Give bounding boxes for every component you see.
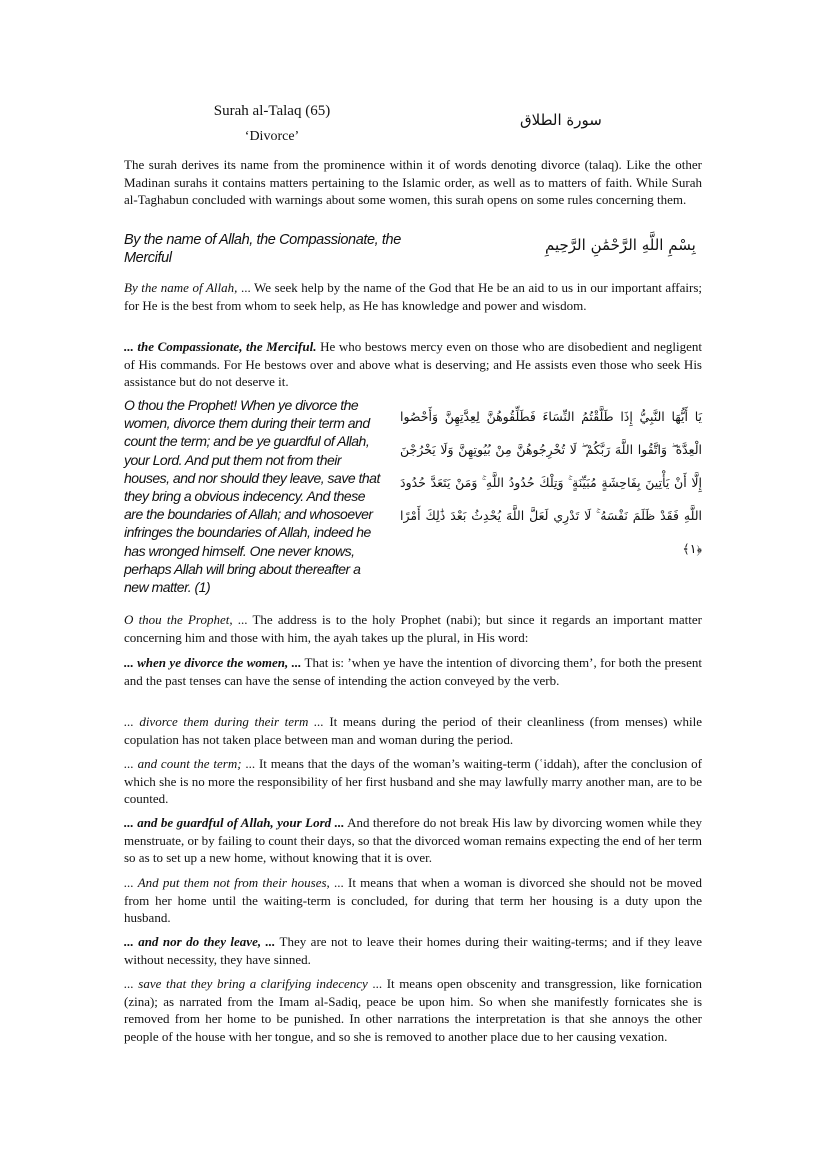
commentary-paragraph [124, 814, 702, 867]
commentary-text: ... It means that when a woman is divorced she should not be moved from her home until the waiting-term is concluded, for during that term her housing is a duty upon the husband. [124, 875, 702, 925]
commentary-paragraph [124, 755, 702, 808]
commentary-paragraph [124, 933, 702, 968]
commentary-text: They are not to leave their homes during their waiting-terms; and if they leave without necessity, they have sinned. [124, 934, 702, 967]
verse-english: O thou the Prophet! When ye divorce the women, divorce them during their term and count the term; and be ye guardful of Allah, your Lord. And put them not from their houses, and nor should they leave, save that they bring a obvious indecency. And these are the boundaries of Allah; and whosoever infringes the boundaries of Allah, indeed he has wronged himself. One never knows, perhaps Allah will bring about thereafter a new matter. (1) [124, 397, 380, 596]
commentary-text: That is: ’when ye have the intention of divorcing them’, for both the present and the past tenses can have the sense of intending the action conveyed by the verb. [124, 655, 702, 688]
title-block [202, 101, 342, 147]
commentary-lead: ... and be guardful of Allah, your Lord ... [124, 815, 345, 830]
commentary-text: ... It means open obscenity and transgression, like fornication (zina); as narrated from the Imam al-Sadiq, peace be upon him. So when she manifestly fornicates she is removed from her home to be punished. In other narrations the interpretation is that she annoys the other people of the house with her tongue, and so she is removed to another place due to her causing vexation. [124, 976, 702, 1044]
commentary-lead: ... And put them not from their houses, [124, 875, 330, 890]
intro-paragraph: The surah derives its name from the prominence within it of words denoting divorce (talaq). Like the other Madinan surahs it contains matters pertaining to the Islamic order, as well as to matters of faith. While Surah al-Taghabun concluded with warnings about some women, this surah opens on some rules concerning them. [124, 157, 702, 207]
commentary-lead: ... save that they bring a clarifying indecency [124, 976, 368, 991]
commentary-paragraph [124, 874, 702, 927]
commentary-paragraph [124, 713, 702, 748]
commentary-lead: ... the Compassionate, the Merciful. [124, 339, 317, 354]
commentary-lead: ... and count the term; [124, 756, 242, 771]
commentary-text: It means during the period of their cleanliness (from menses) while copulation has not taken place between man and woman during the period. [124, 714, 703, 747]
basmala-english: By the name of Allah, the Compassionate, the Merciful [124, 232, 401, 266]
commentary-lead: By the name of Allah, [124, 280, 238, 295]
arabic-title: سورة الطلاق [520, 111, 602, 129]
commentary-text: He who bestows mercy even on those who are disobedient and negligent of His commands. For He bestows over and above what is deserving; and He assists even those who seek His assistance but do not deserve it. [124, 339, 702, 389]
commentary-paragraph [124, 611, 702, 646]
commentary-lead: ... divorce them during their term ... [124, 714, 324, 729]
commentary-text: ... We seek help by the name of the God that He be an aid to us in our important affairs; for He is the best from whom to seek help, as He has knowledge and power and wisdom. [124, 280, 703, 313]
commentary-lead: ... when ye divorce the women, ... [124, 655, 302, 670]
commentary-paragraph [124, 338, 702, 391]
commentary-paragraph [124, 975, 702, 1045]
commentary-lead: ... and nor do they leave, ... [124, 934, 276, 949]
commentary-lead: O thou the Prophet, [124, 612, 233, 627]
page-subtitle: ‘Divorce’ [244, 129, 300, 144]
commentary-paragraph [124, 654, 702, 689]
verse-arabic: يَا أَيُّهَا النَّبِيُّ إِذَا طَلَّقْتُمُ النِّسَاءَ فَطَلِّقُوهُنَّ لِعِدَّتِهِنَّ وَأَحْصُوا الْعِدَّةَ ۖ وَاتَّقُوا اللَّهَ رَبَّكُمْ ۖ لَا تُخْرِجُوهُنَّ مِنْ بُيُوتِهِنَّ وَلَا يَخْرُجْنَ إِلَّا أَنْ يَأْتِينَ بِفَاحِشَةٍ مُبَيِّنَةٍ ۚ وَتِلْكَ حُدُودُ اللَّهِ ۚ وَمَنْ يَتَعَدَّ حُدُودَ اللَّهِ فَقَدْ ظَلَمَ نَفْسَهُ ۚ لَا تَدْرِي لَعَلَّ اللَّهَ يُحْدِثُ بَعْدَ ذَٰلِكَ أَمْرًا ﴿١﴾ [400, 409, 702, 556]
commentary-text: And therefore do not break His law by divorcing women while they menstruate, or by failing to count their days, so that the divorced woman remains expecting the end of her term so as to set up a new home, without knowing that it is over. [124, 815, 702, 865]
commentary-paragraph [124, 279, 702, 314]
commentary-text: ... The address is to the holy Prophet (nabi); but since it regards an important matter concerning him and those with him, the ayah takes up the plural, in His word: [124, 612, 702, 645]
commentary-text: ... It means that the days of the woman’s waiting-term (ʿiddah), after the conclusion of which she is no more the responsibility of her first husband and she may lawfully marry another man, are to be counted. [124, 756, 702, 806]
page-title: Surah al-Talaq (65) [213, 103, 331, 119]
basmala-arabic: بِسْمِ اللَّهِ الرَّحْمَٰنِ الرَّحِيمِ [545, 236, 696, 254]
